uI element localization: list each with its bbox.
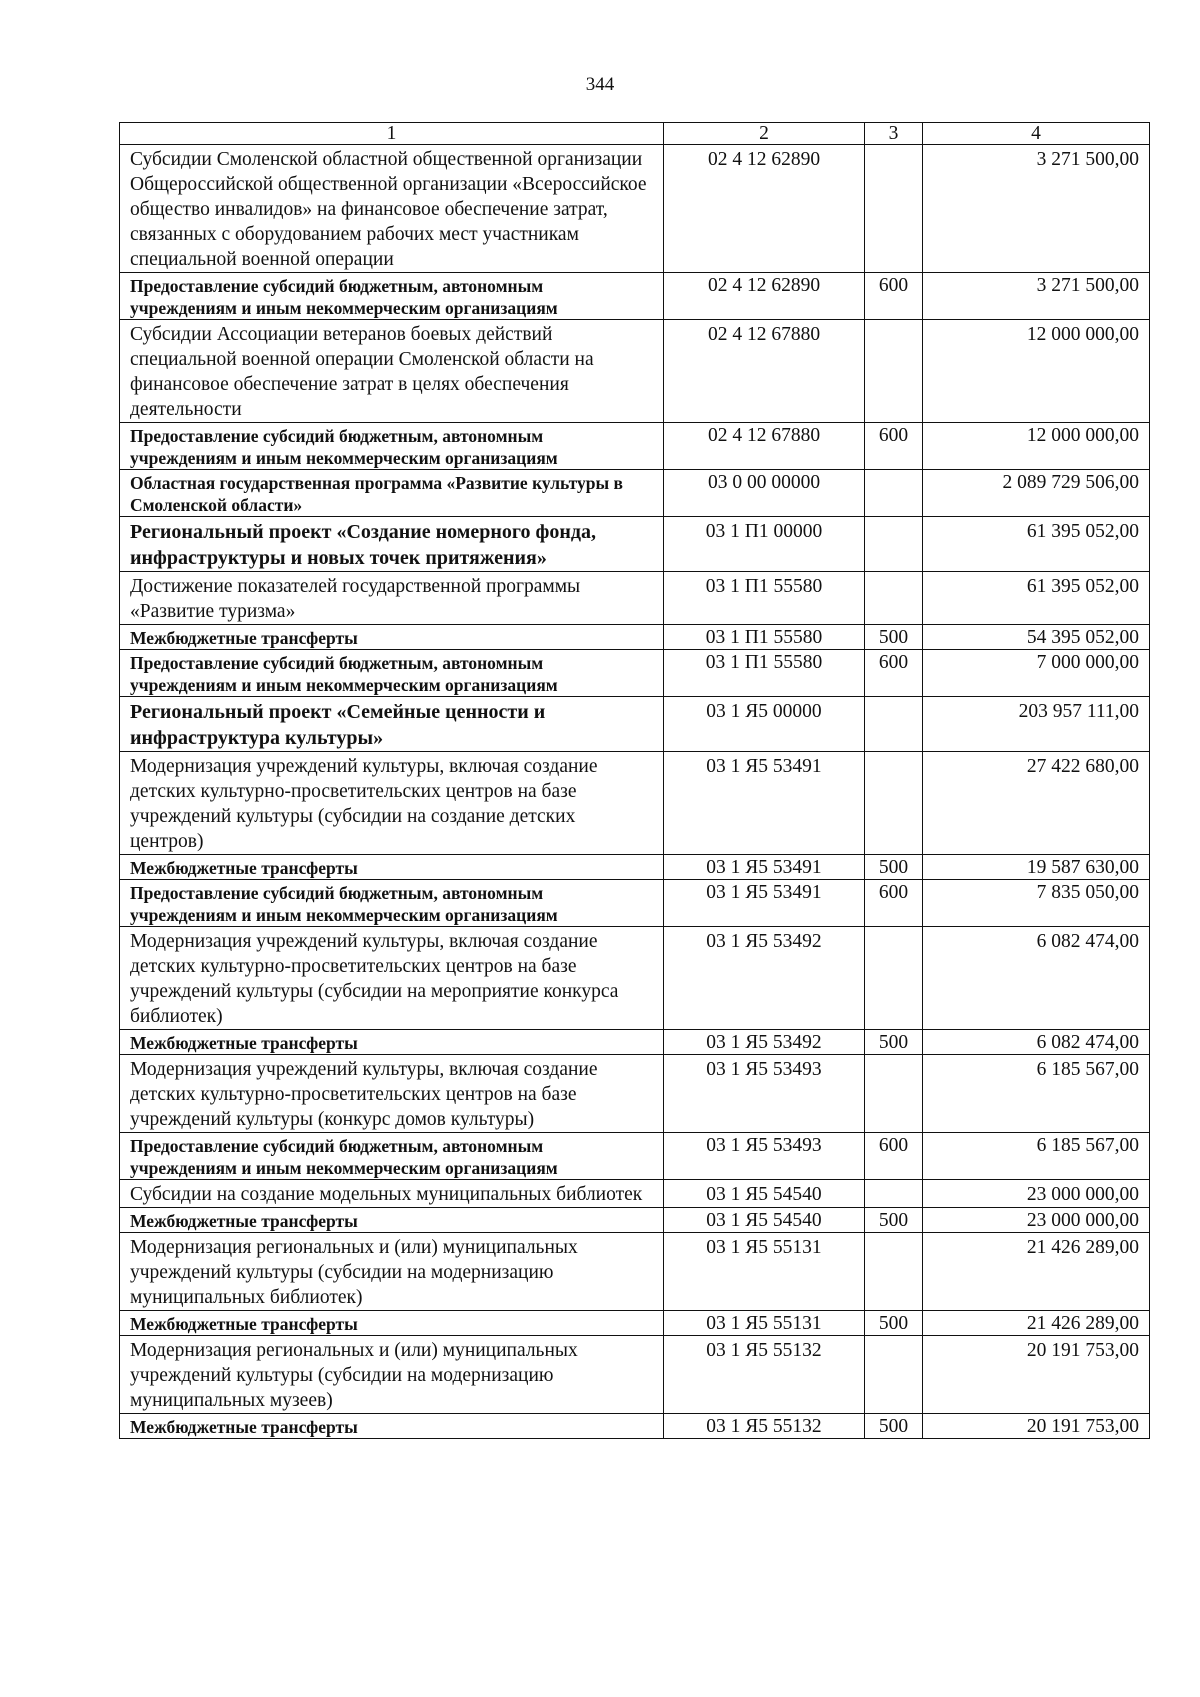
row-sum-cell: 21 426 289,00	[923, 1311, 1150, 1336]
table-row	[120, 145, 1150, 273]
row-name-cell: Достижение показателей государственной программы «Развитие туризма»	[120, 572, 664, 625]
row-name-cell: Предоставление субсидий бюджетным, автономным учреждениям и иным некоммерческим организациям	[120, 1133, 664, 1180]
row-sum-cell: 2 089 729 506,00	[923, 470, 1150, 517]
table-row	[120, 625, 1150, 650]
table-row	[120, 697, 1150, 752]
table-row	[120, 1336, 1150, 1414]
row-name-cell: Модернизация учреждений культуры, включая создание детских культурно-просветительских центров на базе учреждений культуры (конкурс домов культуры)	[120, 1055, 664, 1133]
table-row	[120, 855, 1150, 880]
table-row	[120, 273, 1150, 320]
header-row	[120, 123, 1150, 145]
row-code-cell: 02 4 12 62890	[664, 145, 865, 273]
row-code-cell: 03 1 П1 55580	[664, 650, 865, 697]
row-sum-cell: 203 957 111,00	[923, 697, 1150, 752]
row-code-cell: 03 1 Я5 53493	[664, 1055, 865, 1133]
table-row	[120, 650, 1150, 697]
row-name-cell: Модернизация региональных и (или) муниципальных учреждений культуры (субсидии на модернизацию муниципальных музеев)	[120, 1336, 664, 1414]
row-expense-type-cell	[865, 1180, 923, 1208]
row-expense-type-cell: 600	[865, 1133, 923, 1180]
budget-table	[119, 122, 1150, 1439]
row-code-cell: 03 1 П1 00000	[664, 517, 865, 572]
row-expense-type-cell	[865, 752, 923, 855]
row-code-cell: 02 4 12 67880	[664, 320, 865, 423]
table-row	[120, 517, 1150, 572]
row-name-cell: Региональный проект «Семейные ценности и инфраструктура культуры»	[120, 697, 664, 752]
row-sum-cell: 6 082 474,00	[923, 1030, 1150, 1055]
table-row	[120, 1311, 1150, 1336]
row-code-cell: 02 4 12 67880	[664, 423, 865, 470]
row-sum-cell: 27 422 680,00	[923, 752, 1150, 855]
row-code-cell: 03 1 Я5 55132	[664, 1336, 865, 1414]
row-sum-cell: 6 185 567,00	[923, 1055, 1150, 1133]
row-sum-cell: 6 082 474,00	[923, 927, 1150, 1030]
row-name-cell: Межбюджетные трансферты	[120, 1030, 664, 1055]
row-expense-type-cell: 600	[865, 880, 923, 927]
row-expense-type-cell	[865, 320, 923, 423]
row-code-cell: 03 1 П1 55580	[664, 572, 865, 625]
row-expense-type-cell	[865, 1233, 923, 1311]
row-name-cell: Предоставление субсидий бюджетным, автономным учреждениям и иным некоммерческим организациям	[120, 273, 664, 320]
row-code-cell: 03 1 Я5 53493	[664, 1133, 865, 1180]
row-code-cell: 03 1 Я5 00000	[664, 697, 865, 752]
row-sum-cell: 7 000 000,00	[923, 650, 1150, 697]
row-sum-cell: 12 000 000,00	[923, 423, 1150, 470]
table-row	[120, 752, 1150, 855]
row-code-cell: 03 0 00 00000	[664, 470, 865, 517]
row-name-cell: Межбюджетные трансферты	[120, 1311, 664, 1336]
row-code-cell: 03 1 П1 55580	[664, 625, 865, 650]
table-row	[120, 880, 1150, 927]
row-expense-type-cell	[865, 470, 923, 517]
row-code-cell: 03 1 Я5 53491	[664, 855, 865, 880]
row-code-cell: 03 1 Я5 53491	[664, 880, 865, 927]
row-name-cell: Предоставление субсидий бюджетным, автономным учреждениям и иным некоммерческим организациям	[120, 650, 664, 697]
row-code-cell: 03 1 Я5 55132	[664, 1414, 865, 1439]
row-sum-cell: 61 395 052,00	[923, 572, 1150, 625]
table-row	[120, 1055, 1150, 1133]
row-expense-type-cell: 600	[865, 273, 923, 320]
row-expense-type-cell: 500	[865, 855, 923, 880]
row-expense-type-cell	[865, 697, 923, 752]
row-code-cell: 03 1 Я5 53491	[664, 752, 865, 855]
row-sum-cell: 19 587 630,00	[923, 855, 1150, 880]
row-sum-cell: 7 835 050,00	[923, 880, 1150, 927]
table-row	[120, 1133, 1150, 1180]
header-col-4: 4	[923, 123, 1150, 145]
row-sum-cell: 3 271 500,00	[923, 145, 1150, 273]
row-name-cell: Субсидии Смоленской областной общественной организации Общероссийской общественной организации «Всероссийское общество инвалидов» на финансовое обеспечение затрат, связанных с оборудованием рабочих мест участникам специальной военной операции	[120, 145, 664, 273]
row-expense-type-cell	[865, 927, 923, 1030]
row-expense-type-cell	[865, 145, 923, 273]
table-row	[120, 470, 1150, 517]
row-name-cell: Межбюджетные трансферты	[120, 1208, 664, 1233]
header-col-2: 2	[664, 123, 865, 145]
row-expense-type-cell: 500	[865, 1208, 923, 1233]
row-sum-cell: 12 000 000,00	[923, 320, 1150, 423]
header-col-1: 1	[120, 123, 664, 145]
row-code-cell: 02 4 12 62890	[664, 273, 865, 320]
row-name-cell: Межбюджетные трансферты	[120, 1414, 664, 1439]
page-number: 344	[585, 74, 615, 95]
row-sum-cell: 23 000 000,00	[923, 1180, 1150, 1208]
row-code-cell: 03 1 Я5 54540	[664, 1180, 865, 1208]
row-name-cell: Субсидии Ассоциации ветеранов боевых действий специальной военной операции Смоленской области на финансовое обеспечение затрат в целях обеспечения деятельности	[120, 320, 664, 423]
row-name-cell: Областная государственная программа «Развитие культуры в Смоленской области»	[120, 470, 664, 517]
table-row	[120, 1233, 1150, 1311]
row-code-cell: 03 1 Я5 53492	[664, 1030, 865, 1055]
row-name-cell: Предоставление субсидий бюджетным, автономным учреждениям и иным некоммерческим организациям	[120, 423, 664, 470]
row-expense-type-cell: 500	[865, 625, 923, 650]
row-name-cell: Межбюджетные трансферты	[120, 855, 664, 880]
table-row	[120, 1180, 1150, 1208]
table-row	[120, 1208, 1150, 1233]
row-expense-type-cell	[865, 1336, 923, 1414]
row-sum-cell: 54 395 052,00	[923, 625, 1150, 650]
row-code-cell: 03 1 Я5 54540	[664, 1208, 865, 1233]
row-name-cell: Субсидии на создание модельных муниципальных библиотек	[120, 1180, 664, 1208]
table-row	[120, 1030, 1150, 1055]
table-row	[120, 320, 1150, 423]
row-expense-type-cell: 500	[865, 1414, 923, 1439]
row-sum-cell: 3 271 500,00	[923, 273, 1150, 320]
row-sum-cell: 20 191 753,00	[923, 1336, 1150, 1414]
header-col-3: 3	[865, 123, 923, 145]
row-expense-type-cell	[865, 572, 923, 625]
row-code-cell: 03 1 Я5 53492	[664, 927, 865, 1030]
row-name-cell: Модернизация учреждений культуры, включая создание детских культурно-просветительских центров на базе учреждений культуры (субсидии на мероприятие конкурса библиотек)	[120, 927, 664, 1030]
row-name-cell: Модернизация региональных и (или) муниципальных учреждений культуры (субсидии на модернизацию муниципальных библиотек)	[120, 1233, 664, 1311]
row-name-cell: Межбюджетные трансферты	[120, 625, 664, 650]
row-sum-cell: 23 000 000,00	[923, 1208, 1150, 1233]
row-expense-type-cell	[865, 517, 923, 572]
row-sum-cell: 20 191 753,00	[923, 1414, 1150, 1439]
row-expense-type-cell: 500	[865, 1311, 923, 1336]
row-code-cell: 03 1 Я5 55131	[664, 1311, 865, 1336]
row-expense-type-cell	[865, 1055, 923, 1133]
table-row	[120, 927, 1150, 1030]
row-name-cell: Региональный проект «Создание номерного фонда, инфраструктуры и новых точек притяжения»	[120, 517, 664, 572]
row-sum-cell: 21 426 289,00	[923, 1233, 1150, 1311]
row-expense-type-cell: 600	[865, 423, 923, 470]
row-code-cell: 03 1 Я5 55131	[664, 1233, 865, 1311]
row-expense-type-cell: 500	[865, 1030, 923, 1055]
row-name-cell: Модернизация учреждений культуры, включая создание детских культурно-просветительских центров на базе учреждений культуры (субсидии на создание детских центров)	[120, 752, 664, 855]
row-name-cell: Предоставление субсидий бюджетным, автономным учреждениям и иным некоммерческим организациям	[120, 880, 664, 927]
row-sum-cell: 61 395 052,00	[923, 517, 1150, 572]
table-row	[120, 1414, 1150, 1439]
table-row	[120, 423, 1150, 470]
row-sum-cell: 6 185 567,00	[923, 1133, 1150, 1180]
row-expense-type-cell: 600	[865, 650, 923, 697]
table-row	[120, 572, 1150, 625]
